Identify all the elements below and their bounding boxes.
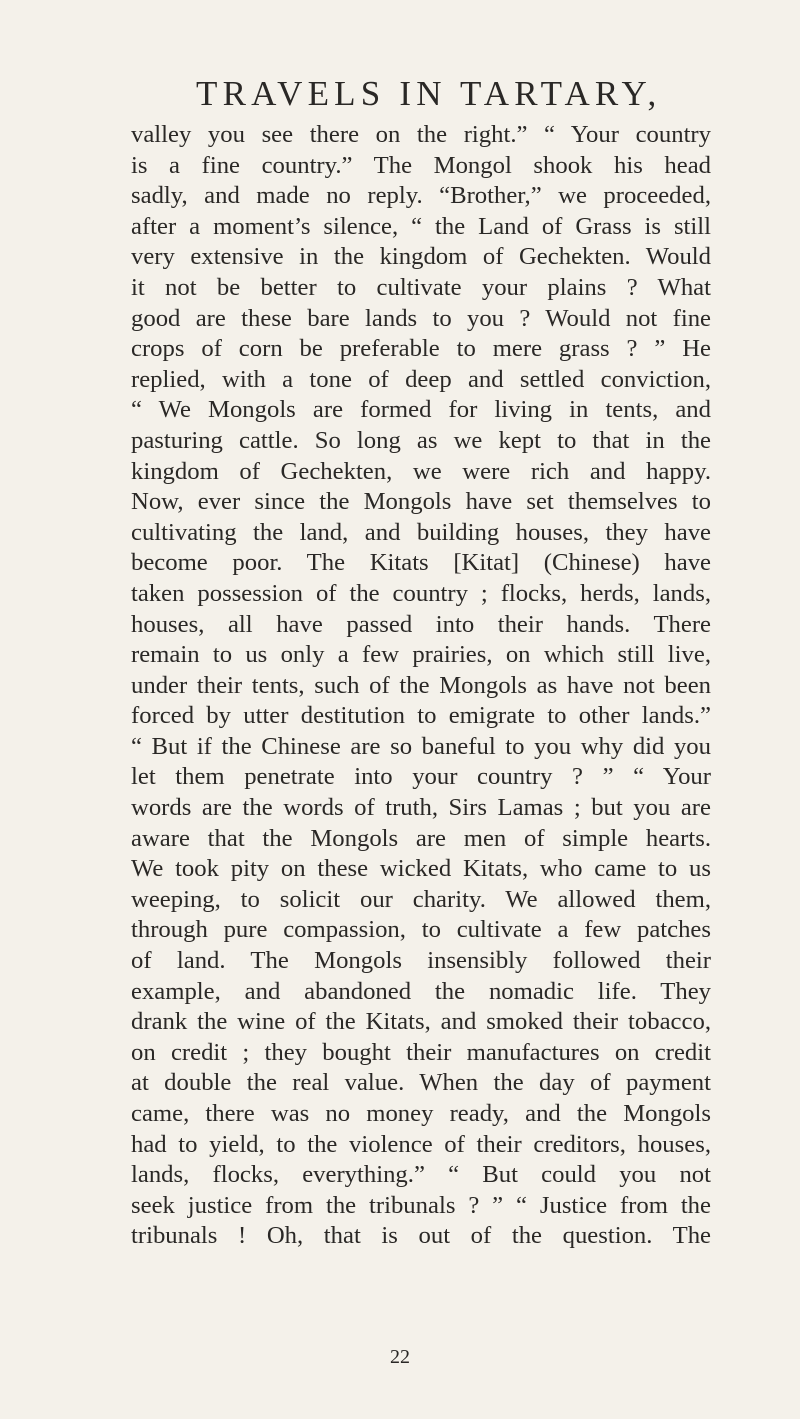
text-line: under their tents, such of the Mongols as have not been [131, 671, 711, 699]
text-line: seek justice from the tribunals ? ” “ Justice from the [131, 1191, 711, 1219]
text-line: it not be better to cultivate your plains ? What [131, 273, 711, 301]
page-number: 22 [390, 1346, 410, 1368]
text-line: “ We Mongols are formed for living in tents, and [131, 396, 711, 424]
text-line: came, there was no money ready, and the Mongols [131, 1100, 711, 1127]
text-line: had to yield, to the violence of their creditors, houses, [131, 1130, 711, 1158]
text-line: lands, flocks, everything.” “ But could you not [131, 1161, 711, 1189]
text-line: good are these bare lands to you ? Would not fine [131, 304, 711, 332]
text-line: weeping, to solicit our charity. We allowed them, [131, 885, 711, 913]
text-line: words are the words of truth, Sirs Lamas ; but you are [131, 794, 711, 822]
text-line: Now, ever since the Mongols have set themselves to [131, 488, 711, 516]
text-line: houses, all have passed into their hands. There [131, 610, 711, 638]
text-line: valley you see there on the right.” “ Your country [131, 121, 711, 148]
text-line: remain to us only a few prairies, on which still live, [131, 641, 711, 669]
text-line: We took pity on these wicked Kitats, who came to us [131, 855, 711, 883]
text-line: at double the real value. When the day of payment [131, 1069, 711, 1097]
text-line: of land. The Mongols insensibly followed their [131, 947, 711, 975]
text-line: taken possession of the country ; flocks, herds, lands, [131, 579, 711, 607]
text-line: replied, with a tone of deep and settled conviction, [131, 365, 711, 393]
text-line: tribunals ! Oh, that is out of the question. The [131, 1222, 711, 1250]
text-line: forced by utter destitution to emigrate to other lands.” [131, 702, 711, 730]
text-line: crops of corn be preferable to mere grass ? ” He [131, 335, 711, 363]
running-head: TRAVELS IN TARTARY, [196, 74, 662, 113]
text-line: aware that the Mongols are men of simple hearts. [131, 824, 711, 852]
text-line: is a fine country.” The Mongol shook his head [131, 151, 711, 179]
text-line: through pure compassion, to cultivate a few patches [131, 916, 711, 944]
text-line: pasturing cattle. So long as we kept to that in the [131, 426, 711, 454]
text-line: example, and abandoned the nomadic life. They [131, 977, 711, 1005]
text-line: “ But if the Chinese are so baneful to you why did you [131, 732, 711, 760]
text-line: kingdom of Gechekten, we were rich and happy. [131, 457, 711, 485]
text-line: sadly, and made no reply. “Brother,” we proceeded, [131, 182, 711, 210]
text-line: let them penetrate into your country ? ” “ Your [131, 763, 711, 791]
text-line: drank the wine of the Kitats, and smoked their tobacco, [131, 1008, 711, 1036]
body-text [131, 120, 711, 1252]
text-line: cultivating the land, and building houses, they have [131, 518, 711, 546]
text-line: after a moment’s silence, “ the Land of Grass is still [131, 212, 711, 240]
text-line: very extensive in the kingdom of Gechekten. Would [131, 243, 711, 271]
text-line: on credit ; they bought their manufactures on credit [131, 1038, 711, 1066]
text-line: become poor. The Kitats [Kitat] (Chinese) have [131, 549, 711, 577]
